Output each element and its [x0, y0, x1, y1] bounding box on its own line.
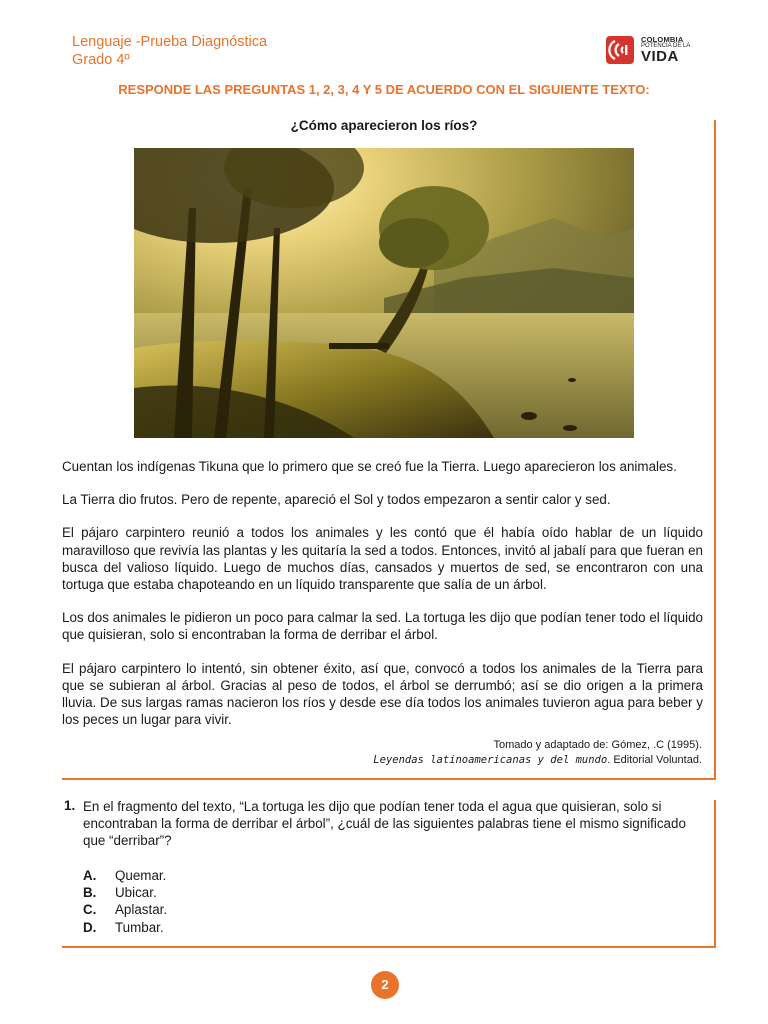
question-number: 1. — [64, 798, 76, 813]
answer-options — [83, 867, 167, 936]
colombia-logo — [606, 34, 698, 66]
option-a[interactable] — [83, 867, 167, 884]
citation-book: Leyendas latinoamericanas y del mundo — [373, 754, 608, 766]
option-b[interactable] — [83, 884, 167, 901]
subject-title: Lenguaje -Prueba Diagnóstica — [72, 34, 268, 50]
option-key: C. — [83, 902, 97, 918]
landscape-photo — [134, 148, 634, 438]
reading-text — [62, 458, 703, 744]
grade-label: Grado 4º — [72, 52, 130, 68]
option-text: Aplastar. — [115, 902, 168, 918]
page-number-badge: 2 — [371, 971, 399, 999]
citation-source: Tomado y adaptado de: Gómez, .C (1995). — [493, 739, 702, 751]
citation — [373, 738, 702, 768]
logo-line-1: COLOMBIA — [641, 35, 684, 44]
option-key: B. — [83, 885, 97, 901]
paragraph: El pájaro carpintero lo intentó, sin obtener éxito, así que, convocó a todos los animales de la Tierra para que se subieran al árbol. Gracias al peso de todos, el árbol se derrumbó; así se dio origen a la primera lluvia. De sus largas ramas nacieron los ríos y desde ese día todos los animales tuvieron agua para beber y los peces un lugar para vivir. — [62, 660, 703, 728]
question-text: En el fragmento del texto, “La tortuga les dijo que podían tener toda el agua que quisieran, solo si encontraban la forma de derribar el árbol”, ¿cuál de las siguientes palabras tiene el mismo significado que “derribar”? — [83, 799, 686, 849]
reading-title: ¿Cómo aparecieron los ríos? — [290, 118, 478, 133]
citation-publisher: . Editorial Voluntad. — [607, 754, 702, 766]
logo-mark-icon — [606, 36, 634, 64]
instruction-heading: RESPONDE LAS PREGUNTAS 1, 2, 3, 4 Y 5 DE ACUERDO CON EL SIGUIENTE TEXTO: — [118, 82, 650, 97]
paragraph: La Tierra dio frutos. Pero de repente, apareció el Sol y todos empezaron a sentir calor y sed. — [62, 492, 611, 508]
option-text: Ubicar. — [115, 885, 157, 901]
logo-line-2: POTENCIA DE LA — [641, 43, 691, 49]
citation-book-line — [373, 753, 702, 768]
logo-line-3: VIDA — [641, 48, 679, 65]
paragraph: Los dos animales le pidieron un poco para calmar la sed. La tortuga les dijo que podían tener todo el líquido que quisieran, solo si encontraban la forma de derribar el árbol. — [62, 610, 703, 643]
paragraph: Cuentan los indígenas Tikuna que lo primero que se creó fue la Tierra. Luego aparecieron los animales. — [62, 459, 677, 474]
option-key: A. — [83, 868, 97, 883]
option-key: D. — [83, 919, 97, 935]
document-header — [72, 33, 267, 69]
option-text: Quemar. — [115, 868, 167, 883]
option-c[interactable] — [83, 901, 167, 918]
option-text: Tumbar. — [115, 919, 164, 935]
option-d[interactable] — [83, 919, 167, 936]
paragraph: El pájaro carpintero reunió a todos los animales y les contó que él había oído hablar de un líquido maravilloso que revivía las plantas y les quitaría la sed a todos. Entonces, invitó al jabalí para que fueran en busca del valioso líquido. Luego de muchos días, cansados y muertos de sed, se encontraron con una tortuga que estaba chapoteando en un líquido transparente que salía de un árbol. — [62, 525, 703, 593]
